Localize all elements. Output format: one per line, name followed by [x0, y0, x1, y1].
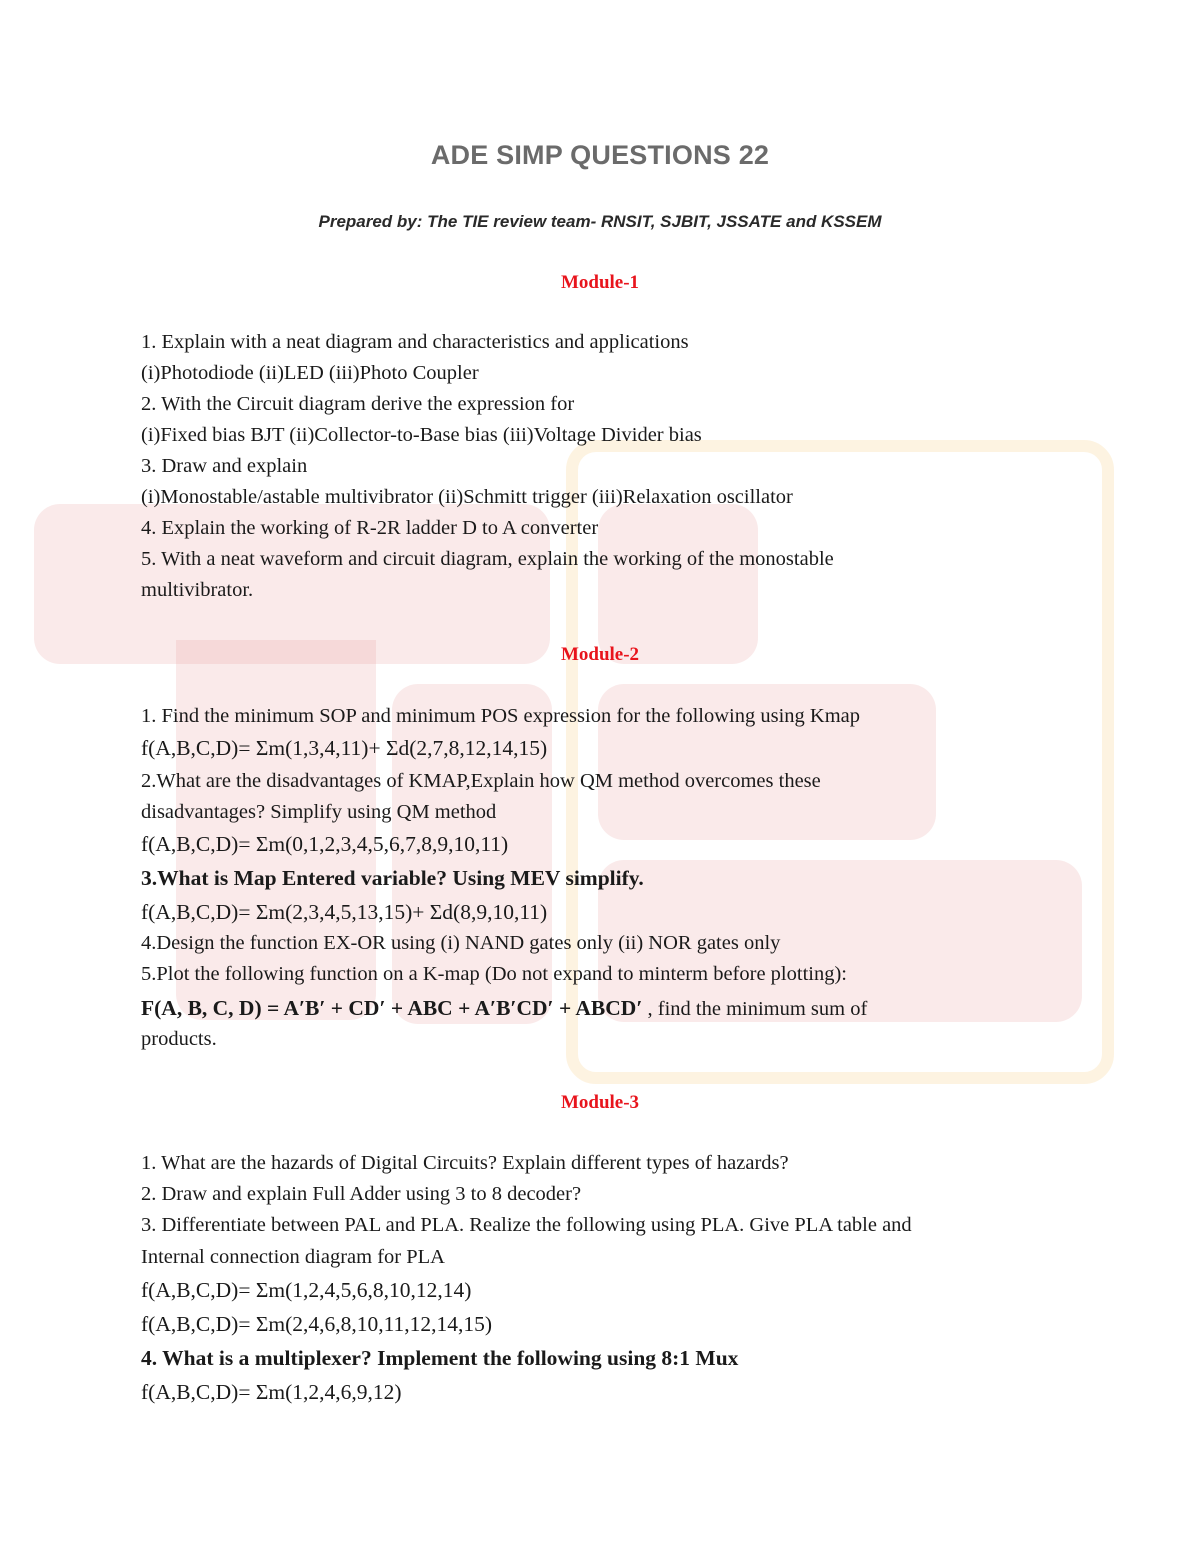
module-3-heading: Module-3 — [560, 1092, 640, 1113]
module-2-expression: f(A,B,C,D)= Σm(2,3,4,5,13,15)+ Σd(8,9,10,11) — [141, 900, 548, 924]
module-1-line: 5. With a neat waveform and circuit diagram, explain the working of the monostable — [141, 548, 834, 570]
module-3-expression: f(A,B,C,D)= Σm(1,2,4,6,9,12) — [141, 1380, 402, 1404]
module-2-function-expression: F(A, B, C, D) = A′B′ + CD′ + ABC + A′B′CD′ + ABCD′ — [141, 996, 643, 1020]
module-1-line: 3. Draw and explain — [141, 455, 308, 477]
module-2-line: disadvantages? Simplify using QM method — [141, 801, 497, 823]
module-2-expression: f(A,B,C,D)= Σm(0,1,2,3,4,5,6,7,8,9,10,11) — [141, 832, 509, 856]
module-3-line: 1. What are the hazards of Digital Circuits? Explain different types of hazards? — [141, 1152, 789, 1174]
module-1-heading: Module-1 — [560, 272, 640, 293]
module-2-expression: f(A,B,C,D)= Σm(1,3,4,11)+ Σd(2,7,8,12,14,15) — [141, 736, 548, 760]
module-1-line: 4. Explain the working of R-2R ladder D to A converter — [141, 517, 599, 539]
module-2-heading: Module-2 — [560, 644, 640, 665]
module-3-expression: f(A,B,C,D)= Σm(1,2,4,5,6,8,10,12,14) — [141, 1278, 472, 1302]
module-1-line: 2. With the Circuit diagram derive the expression for — [141, 393, 575, 415]
module-2-line: products. — [141, 1028, 217, 1050]
module-1-line: multivibrator. — [141, 579, 254, 601]
document-subtitle: Prepared by: The TIE review team- RNSIT, SJBIT, JSSATE and KSSEM — [318, 212, 882, 231]
module-3-line: 2. Draw and explain Full Adder using 3 to 8 decoder? — [141, 1183, 582, 1205]
module-1-line: (i)Monostable/astable multivibrator (ii)Schmitt trigger (iii)Relaxation oscillator — [141, 486, 793, 508]
module-2-line-tail: , find the minimum sum of — [642, 998, 868, 1020]
module-2-line: 2.What are the disadvantages of KMAP,Explain how QM method overcomes these — [141, 770, 821, 792]
module-3-line: 3. Differentiate between PAL and PLA. Realize the following using PLA. Give PLA table and — [141, 1214, 912, 1236]
module-1-line: (i)Fixed bias BJT (ii)Collector-to-Base bias (iii)Voltage Divider bias — [141, 424, 702, 446]
module-2-line: 1. Find the minimum SOP and minimum POS expression for the following using Kmap — [141, 705, 861, 727]
module-2-line: 5.Plot the following function on a K-map (Do not expand to minterm before plotting): — [141, 963, 847, 985]
module-2-line — [141, 996, 867, 1021]
module-3-expression: f(A,B,C,D)= Σm(2,4,6,8,10,11,12,14,15) — [141, 1312, 493, 1336]
module-2-line: 4.Design the function EX-OR using (i) NAND gates only (ii) NOR gates only — [141, 932, 781, 954]
module-3-line: Internal connection diagram for PLA — [141, 1246, 445, 1268]
module-3-line: 4. What is a multiplexer? Implement the following using 8:1 Mux — [141, 1346, 739, 1370]
module-1-line: 1. Explain with a neat diagram and characteristics and applications — [141, 331, 689, 353]
document-title: ADE SIMP QUESTIONS 22 — [430, 140, 770, 170]
module-2-line: 3.What is Map Entered variable? Using MEV simplify. — [141, 866, 644, 890]
module-1-line: (i)Photodiode (ii)LED (iii)Photo Coupler — [141, 362, 479, 384]
